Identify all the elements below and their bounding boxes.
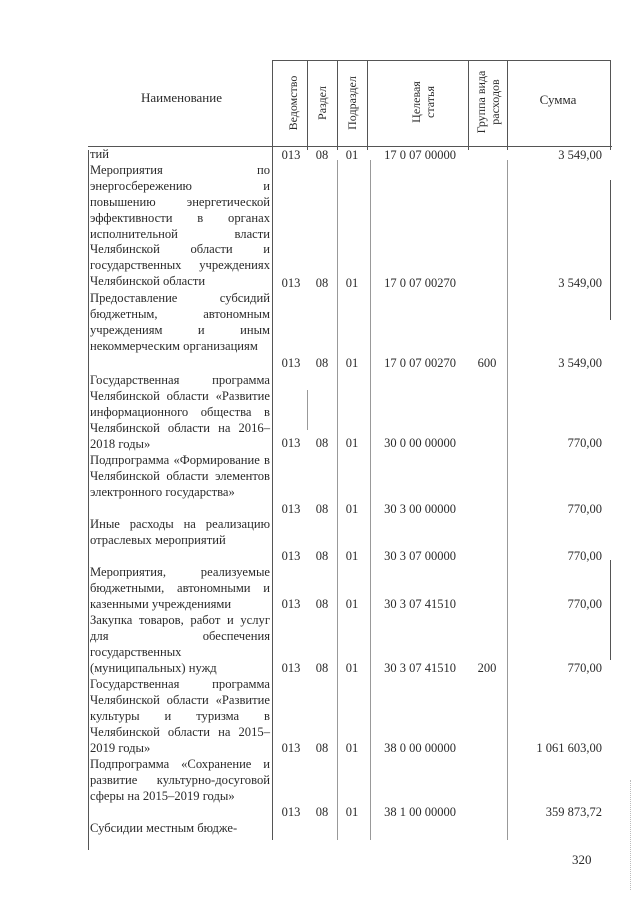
row-razdel: 08 bbox=[315, 549, 329, 563]
row-name: Государственная программа Челябинской области «Развитие культуры и туризма в Челябинской области на 2015–2019 годы» bbox=[90, 677, 270, 755]
row-name: Предоставление субсидий бюджетным, автономным учреждениям и иным некоммерческим организациям bbox=[90, 291, 270, 353]
row-vedomstvo: 013 bbox=[281, 549, 301, 563]
row-gruppa: 200 bbox=[477, 661, 497, 675]
col-rule-left-body bbox=[88, 150, 89, 850]
row-summa: 770,00 bbox=[567, 549, 602, 563]
col-rule-podrazdel-right bbox=[367, 60, 368, 150]
row-celevaya: 17 0 07 00000 bbox=[384, 148, 456, 162]
row-razdel: 08 bbox=[315, 276, 329, 290]
header-summa: Сумма bbox=[539, 92, 577, 107]
row-celevaya: 30 3 07 41510 bbox=[384, 597, 456, 611]
row-celevaya: 30 3 07 41510 bbox=[384, 661, 456, 675]
col-rule-ved-right-body bbox=[307, 390, 308, 430]
row-celevaya: 17 0 07 00270 bbox=[384, 276, 456, 290]
row-name: тий Мероприятия по энергосбережению и повышению энергетической эффективности в органах исполнительной власти Челябинской области и государственных учреждениях Челябинской области bbox=[90, 147, 270, 289]
row-name: Закупка товаров, работ и услуг для обеспечения государственных (муниципальных) нужд bbox=[90, 613, 270, 675]
row-razdel: 08 bbox=[315, 661, 329, 675]
row-podrazdel: 01 bbox=[345, 502, 359, 516]
row-podrazdel: 01 bbox=[345, 741, 359, 755]
col-rule-gruppa-right-body bbox=[507, 160, 508, 840]
row-podrazdel: 01 bbox=[345, 436, 359, 450]
row-podrazdel: 01 bbox=[345, 805, 359, 819]
row-summa: 770,00 bbox=[567, 661, 602, 675]
row-vedomstvo: 013 bbox=[281, 502, 301, 516]
row-vedomstvo: 013 bbox=[281, 148, 301, 162]
col-rule-name-right bbox=[272, 60, 273, 840]
row-celevaya: 30 3 07 00000 bbox=[384, 549, 456, 563]
row-podrazdel: 01 bbox=[345, 661, 359, 675]
header-top-rule bbox=[272, 60, 610, 61]
row-podrazdel: 01 bbox=[345, 356, 359, 370]
row-summa: 770,00 bbox=[567, 436, 602, 450]
row-summa: 3 549,00 bbox=[558, 148, 602, 162]
row-summa: 3 549,00 bbox=[558, 276, 602, 290]
row-razdel: 08 bbox=[315, 356, 329, 370]
col-rule-razdel-right-body bbox=[337, 160, 338, 840]
row-celevaya: 38 0 00 00000 bbox=[384, 741, 456, 755]
row-razdel: 08 bbox=[315, 597, 329, 611]
row-vedomstvo: 013 bbox=[281, 597, 301, 611]
row-summa: 770,00 bbox=[567, 502, 602, 516]
row-vedomstvo: 013 bbox=[281, 436, 301, 450]
row-razdel: 08 bbox=[315, 502, 329, 516]
row-summa: 1 061 603,00 bbox=[536, 741, 602, 755]
col-rule-celevaya-right bbox=[468, 60, 469, 150]
row-name: Мероприятия, реализуемые бюджетными, автономными и казенными учреждениями bbox=[90, 565, 270, 611]
row-celevaya: 17 0 07 00270 bbox=[384, 356, 456, 370]
header-tselevaya-line1: Целевая bbox=[409, 81, 423, 123]
row-vedomstvo: 013 bbox=[281, 741, 301, 755]
row-vedomstvo: 013 bbox=[281, 661, 301, 675]
row-summa: 3 549,00 bbox=[558, 356, 602, 370]
row-celevaya: 30 3 00 00000 bbox=[384, 502, 456, 516]
row-summa: 770,00 bbox=[567, 597, 602, 611]
row-podrazdel: 01 bbox=[345, 597, 359, 611]
header-gruppa-line1: Группа вида bbox=[474, 70, 488, 134]
row-razdel: 08 bbox=[315, 148, 329, 162]
col-rule-ved-right bbox=[307, 60, 308, 150]
row-name: Государственная программа Челябинской области «Развитие информационного общества в Челябинской области на 2016–2018 годы» bbox=[90, 373, 270, 451]
row-celevaya: 30 0 00 00000 bbox=[384, 436, 456, 450]
header-podrazdel: Подраздел bbox=[345, 76, 359, 130]
row-summa: 359 873,72 bbox=[545, 805, 602, 819]
row-celevaya: 38 1 00 00000 bbox=[384, 805, 456, 819]
row-razdel: 08 bbox=[315, 741, 329, 755]
row-name: Подпрограмма «Сохранение и развитие культурно-досуговой сферы на 2015–2019 годы» bbox=[90, 757, 270, 803]
header-vedomstvo: Ведомство bbox=[286, 75, 300, 131]
header-gruppa-line2: расходов bbox=[488, 79, 502, 125]
header-gruppa bbox=[474, 62, 502, 142]
row-podrazdel: 01 bbox=[345, 148, 359, 162]
col-rule-razdel-right bbox=[337, 60, 338, 150]
row-name: Субсидии местным бюдже- bbox=[90, 821, 238, 835]
col-rule-summa-right-body2 bbox=[610, 560, 611, 660]
row-razdel: 08 bbox=[315, 436, 329, 450]
row-razdel: 08 bbox=[315, 805, 329, 819]
col-rule-summa-right-body bbox=[610, 180, 611, 320]
header-tselevaya-line2: статья bbox=[423, 86, 437, 118]
row-podrazdel: 01 bbox=[345, 549, 359, 563]
row-podrazdel: 01 bbox=[345, 276, 359, 290]
col-rule-summa-right bbox=[610, 60, 611, 150]
header-name: Наименование bbox=[141, 90, 222, 105]
row-vedomstvo: 013 bbox=[281, 276, 301, 290]
row-name: Иные расходы на реализацию отраслевых мероприятий bbox=[90, 517, 270, 547]
scan-edge-mark bbox=[630, 780, 631, 890]
row-gruppa: 600 bbox=[477, 356, 497, 370]
header-razdel: Раздел bbox=[315, 86, 329, 120]
page-number: 320 bbox=[572, 852, 592, 867]
row-vedomstvo: 013 bbox=[281, 356, 301, 370]
header-tselevaya bbox=[409, 62, 437, 142]
row-vedomstvo: 013 bbox=[281, 805, 301, 819]
col-rule-podrazdel-right-body bbox=[370, 160, 371, 840]
row-name: Подпрограмма «Формирование в Челябинской области элементов электронного государства» bbox=[90, 453, 270, 499]
